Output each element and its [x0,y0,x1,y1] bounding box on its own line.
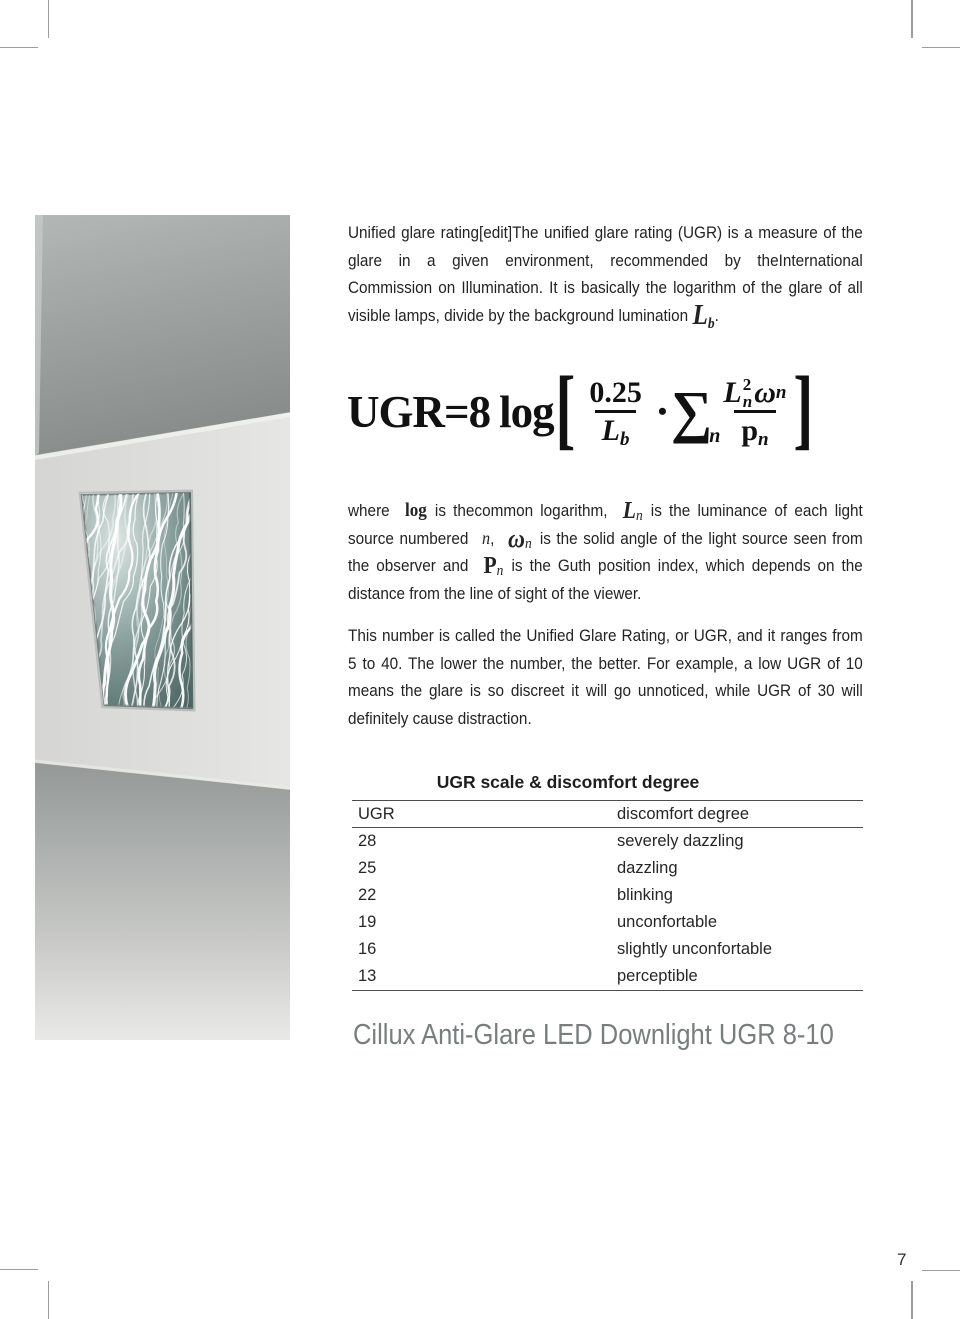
photo-floor [35,763,290,1040]
formula-fraction-1: $\frac{0.25}{L_b}$ [589,375,642,450]
body-paragraph: This number is called the Unified Glare Rating, or UGR, and it ranges from 5 to 40. The lower the number, the better. For example, a low UGR of 10 means the glare is so discreet it will go unnoticed, while UGR of 30 will definitely cause distraction. [348,626,863,728]
crop-mark [911,1281,913,1319]
crop-mark [911,0,913,38]
table-title: UGR scale & discomfort degree [436,772,700,792]
column-header-ugr: UGR [358,804,395,823]
table-row: 25 dazzling [358,859,678,877]
ugr-formula: UGR=8 log [ $\frac{0.25}{L_b}$ • ∑ n L 2 n ω n $p_n$ ] [347,359,814,459]
math-log: log [404,500,427,521]
table-row: 13 perceptible [358,967,698,985]
room-photo-graphic [35,215,290,1040]
table-row: 16 slightly unconfortable [358,940,773,958]
table-row: 28 severely dazzling [358,832,744,850]
table-row: 19 unconfortable [358,913,717,931]
column-header-degree: discomfort degree [617,804,750,823]
ugr-scale-table [352,772,863,991]
math-Pn: $P_n$ [483,553,504,579]
crop-mark [0,1269,38,1271]
math-Lb: $L_b$ [692,299,715,332]
summation-sigma: ∑ [670,379,713,445]
math-omega-n: $\omega_n$ [508,523,532,553]
intro-paragraph: Unified glare rating[edit]The unified glare rating (UGR) is a measure of the glare in a given environment, recommended by theInternational Commission on Illumination. It is basically the logarithm of the glare of all visible lamps, divide by the background lumination $L_b$. [348,223,863,332]
right-bracket: ] [793,359,814,459]
product-caption: Cillux Anti-Glare LED Downlight UGR 8-10 [353,1019,834,1051]
room-photo [35,215,290,1040]
crop-mark [48,0,50,38]
formula-fraction-2: L 2 n ω n $p_n$ [723,374,787,450]
crop-mark [922,1270,960,1272]
crop-mark [922,47,960,49]
crop-mark [0,47,38,49]
page-number: 7 [897,1250,907,1269]
table-row: 22 blinking [358,886,673,904]
intro-text: Unified glare rating[edit]The unified glare rating (UGR) is a measure of the glare in a given environment, recommended by theInternational Commission on Illumination. It is basically the logarithm of the glare of all visible lamps, divide by the background lumination [348,223,863,325]
left-bracket: [ [555,359,575,459]
crop-mark [48,1281,50,1319]
summation-index: n [709,425,721,447]
table-rule [352,990,863,991]
math-Ln: $L_n$ [622,498,643,524]
table-header-row [352,801,863,827]
math-n: n [482,527,491,548]
formula-lhs: UGR=8 log [347,387,554,437]
where-paragraph: where log is thecommon logarithm, $L_n$ is the luminance of each light source numbered n, $\omega_n$ is the solid angle of the light source seen from the observer and $P_n$ is the Guth position index, which depends on the distance from the line of sight of the viewer. [348,498,863,603]
